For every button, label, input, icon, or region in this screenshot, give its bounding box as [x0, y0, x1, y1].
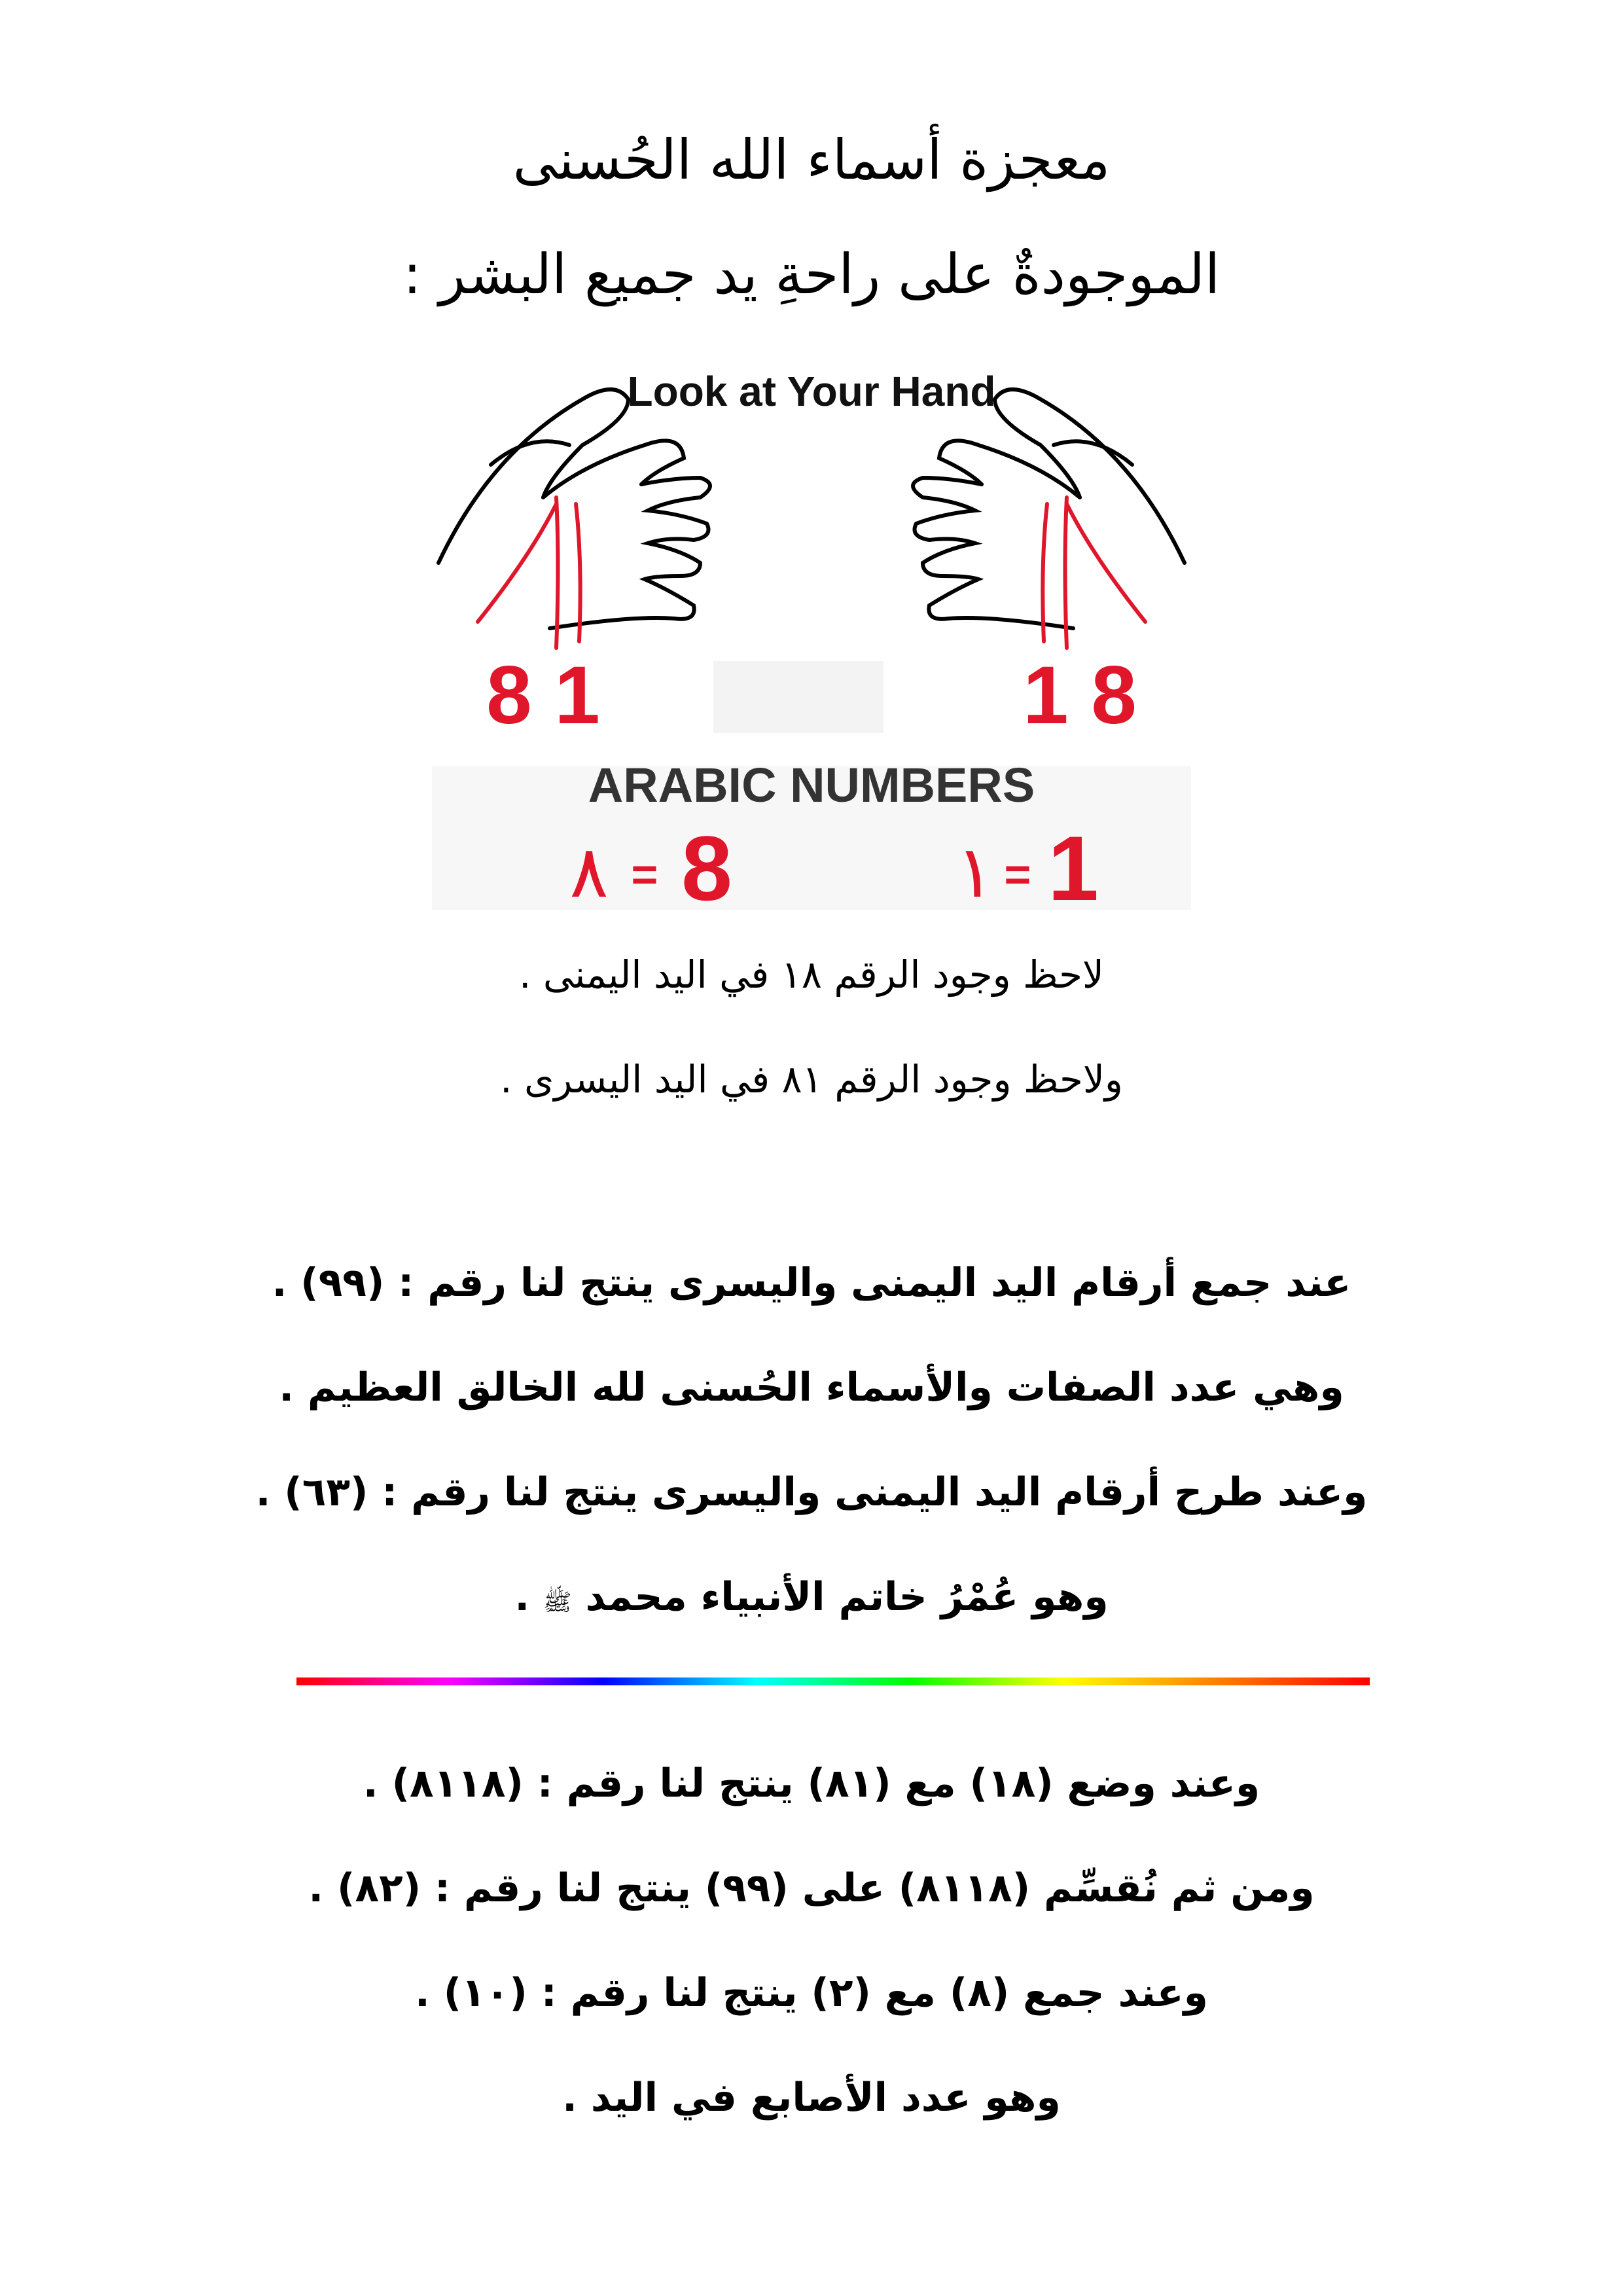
figure-shade: [713, 661, 883, 733]
figure-caption: ARABIC NUMBERS: [588, 758, 1035, 812]
left-equation-equals: =: [631, 849, 658, 900]
section1-line-4-end: .: [514, 1574, 530, 1620]
right-equation-latin: 1: [1048, 817, 1099, 916]
left-equation-arabic: ٨: [569, 830, 609, 914]
right-equation-arabic: ١: [955, 830, 995, 914]
page-title: معجزة أسماء الله الحُسنى: [512, 128, 1111, 192]
rainbow-divider: [296, 1677, 1370, 1685]
section1-line-1: عند جمع أرقام اليد اليمنى واليسرى ينتج لنا رقم : (٩٩) .: [272, 1260, 1351, 1306]
figure-heading: Look at Your Hand: [627, 368, 996, 415]
note-right-hand: لاحظ وجود الرقم ١٨ في اليد اليمنى .: [518, 952, 1105, 997]
left-equation-latin: 8: [681, 817, 732, 916]
page-subtitle: الموجودةٌ على راحةِ يد جميع البشر :: [402, 242, 1221, 306]
hands-figure: [419, 347, 1204, 916]
note-left-hand: ولاحظ وجود الرقم ٨١ في اليد اليسرى .: [500, 1057, 1123, 1102]
section2-line-1: وعند وضع (١٨) مع (٨١) ينتج لنا رقم : (٨١١٨) .: [363, 1761, 1260, 1806]
section2-line-2: ومن ثم نُقسِّم (٨١١٨) على (٩٩) ينتج لنا رقم : (٨٢) .: [308, 1865, 1315, 1911]
salawat-icon: ﷺ: [543, 1589, 572, 1616]
section1-line-4: [0, 1574, 1623, 1622]
section1-line-4-text: وهو عُمْرُ خاتم الأنبياء محمد: [585, 1574, 1109, 1620]
section1-line-2: وهي عدد الصفات والأسماء الحُسنى لله الخالق العظيم .: [279, 1365, 1344, 1410]
section1-line-3: وعند طرح أرقام اليد اليمنى واليسرى ينتج لنا رقم : (٦٣) .: [255, 1469, 1368, 1515]
section2-line-4: وهو عدد الأصابع في اليد .: [562, 2075, 1061, 2121]
left-hand-number: 8 1: [486, 650, 600, 741]
section2-line-3: وعند جمع (٨) مع (٢) ينتج لنا رقم : (١٠) .: [415, 1970, 1208, 2016]
right-equation-equals: =: [1004, 849, 1031, 900]
right-hand-number: 1 8: [1023, 650, 1137, 741]
